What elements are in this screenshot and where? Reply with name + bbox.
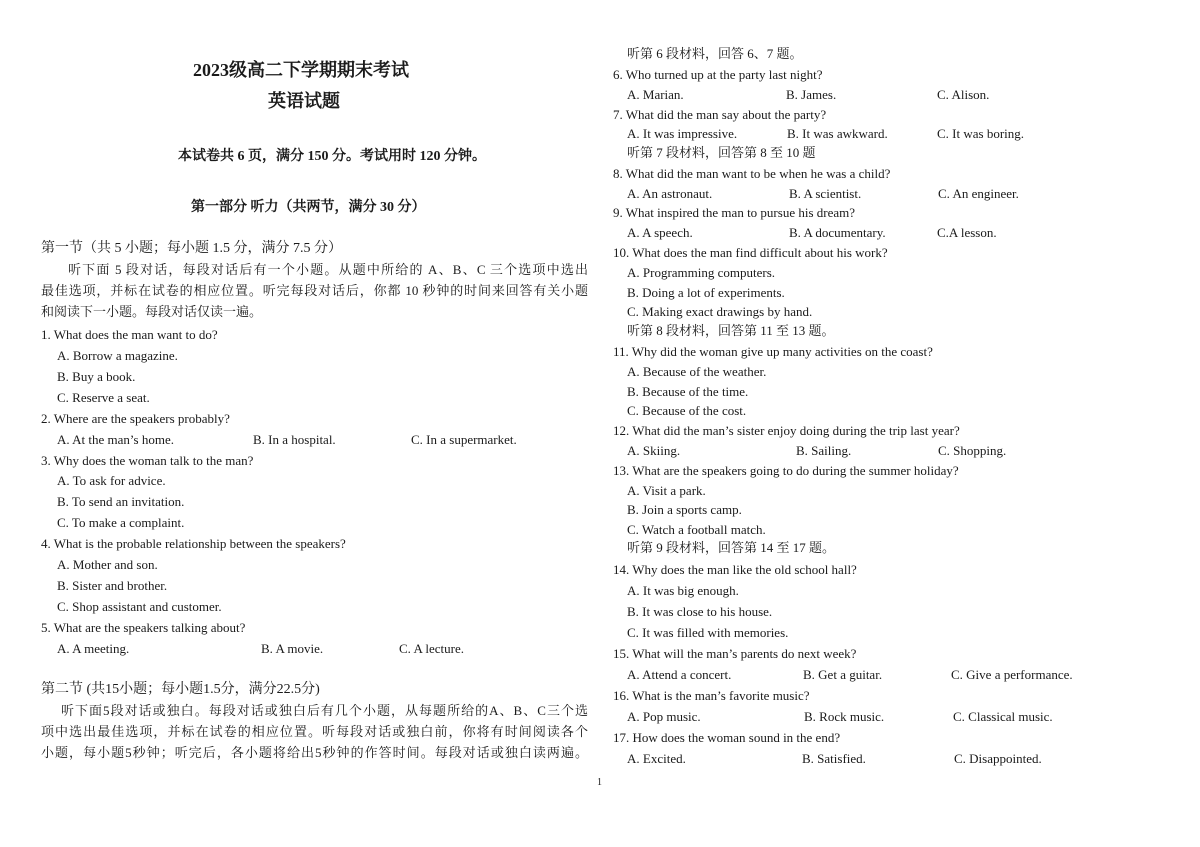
option-c: C. Alison. xyxy=(937,87,990,102)
option-c: C. An engineer. xyxy=(938,186,1019,201)
option-a: A. A speech. xyxy=(627,225,693,240)
passage-6-heading: 听第 6 段材料，回答 6、7 题。 xyxy=(627,46,803,61)
option-a: A. Visit a park. xyxy=(627,483,706,498)
option-a: A. At the man’s home. xyxy=(57,432,174,447)
option-b: B. A movie. xyxy=(261,641,324,656)
option-b: B. It was awkward. xyxy=(787,126,888,141)
part-title: 第一部分 听力（共两节，满分 30 分） xyxy=(191,200,426,215)
option-b: B. Get a guitar. xyxy=(803,667,883,682)
question-text: 13. What are the speakers going to do during the summer holiday? xyxy=(613,463,959,478)
option-a: A. Pop music. xyxy=(627,709,701,724)
question-text: 5. What are the speakers talking about? xyxy=(41,620,246,635)
option-a: A. Skiing. xyxy=(627,443,681,458)
question-text: 16. What is the man’s favorite music? xyxy=(613,688,810,703)
option-b: B. A scientist. xyxy=(789,186,862,201)
option-b: B. Rock music. xyxy=(804,709,885,724)
option-c: C. Making exact drawings by hand. xyxy=(627,304,813,319)
exam-title: 2023级高二下学期期末考试 xyxy=(193,60,409,80)
passage-7-heading: 听第 7 段材料，回答第 8 至 10 题 xyxy=(627,145,816,160)
option-c: C. Reserve a seat. xyxy=(57,390,150,405)
section-2-instructions-line-2: 项中选出最佳选项，并标在试卷的相应位置。听每段对话或独白前，你将有时间阅读各个 xyxy=(41,724,588,739)
option-a: A. Because of the weather. xyxy=(627,364,767,379)
page-number: 1 xyxy=(597,777,602,788)
option-a: A. An astronaut. xyxy=(627,186,713,201)
option-a: A. It was big enough. xyxy=(627,583,739,598)
question-text: 17. How does the woman sound in the end? xyxy=(613,730,841,745)
option-c: C. To make a complaint. xyxy=(57,515,185,530)
option-a: A. Mother and son. xyxy=(57,557,158,572)
option-c: C. Watch a football match. xyxy=(627,522,766,537)
section-2-heading: 第二节 (共15小题；每小题1.5分，满分22.5分) xyxy=(41,682,320,697)
option-b: B. In a hospital. xyxy=(253,432,336,447)
question-text: 7. What did the man say about the party? xyxy=(613,107,827,122)
section-1-instructions-line-1: 听下面 5 段对话，每段对话后有一个小题。从题中所给的 A、B、C 三个选项中选出 xyxy=(68,262,588,277)
section-1-heading: 第一节（共 5 小题；每小题 1.5 分，满分 7.5 分） xyxy=(41,241,342,256)
option-b: B. Because of the time. xyxy=(627,384,749,399)
question-text: 14. Why does the man like the old school hall? xyxy=(613,562,857,577)
option-b: B. Sister and brother. xyxy=(57,578,168,593)
passage-9-heading: 听第 9 段材料，回答第 14 至 17 题。 xyxy=(627,540,836,555)
option-b: B. Buy a book. xyxy=(57,369,136,384)
option-a: A. Excited. xyxy=(627,751,686,766)
option-a: A. It was impressive. xyxy=(627,126,738,141)
option-c: C. Shopping. xyxy=(938,443,1007,458)
option-a: A. A meeting. xyxy=(57,641,130,656)
question-text: 4. What is the probable relationship between the speakers? xyxy=(41,536,346,551)
option-b: B. Join a sports camp. xyxy=(627,502,742,517)
option-a: A. Borrow a magazine. xyxy=(57,348,178,363)
option-a: A. To ask for advice. xyxy=(57,473,166,488)
option-c: C. A lecture. xyxy=(399,641,464,656)
option-b: B. James. xyxy=(786,87,837,102)
option-c: C. In a supermarket. xyxy=(411,432,517,447)
option-c: C. Give a performance. xyxy=(951,667,1073,682)
passage-8-heading: 听第 8 段材料，回答第 11 至 13 题。 xyxy=(627,323,835,338)
option-b: B. It was close to his house. xyxy=(627,604,773,619)
option-a: A. Marian. xyxy=(627,87,684,102)
question-text: 11. Why did the woman give up many activities on the coast? xyxy=(613,344,933,359)
option-b: B. A documentary. xyxy=(789,225,886,240)
option-b: B. Doing a lot of experiments. xyxy=(627,285,785,300)
option-b: B. To send an invitation. xyxy=(57,494,185,509)
option-c: C. It was filled with memories. xyxy=(627,625,789,640)
section-2-instructions-line-1: 听下面5段对话或独白。每段对话或独白后有几个小题，从每题所给的A、B、C三个选 xyxy=(61,703,588,718)
option-b: B. Satisfied. xyxy=(802,751,866,766)
option-a: A. Attend a concert. xyxy=(627,667,732,682)
question-text: 12. What did the man’s sister enjoy doing during the trip last year? xyxy=(613,423,960,438)
option-c: C. Because of the cost. xyxy=(627,403,747,418)
question-text: 10. What does the man find difficult about his work? xyxy=(613,245,888,260)
option-c: C. It was boring. xyxy=(937,126,1025,141)
subject-title: 英语试题 xyxy=(268,91,340,111)
option-c: C. Classical music. xyxy=(953,709,1053,724)
question-text: 3. Why does the woman talk to the man? xyxy=(41,453,254,468)
option-c: C. Shop assistant and customer. xyxy=(57,599,222,614)
option-a: A. Programming computers. xyxy=(627,265,776,280)
question-text: 2. Where are the speakers probably? xyxy=(41,411,230,426)
question-text: 8. What did the man want to be when he was a child? xyxy=(613,166,891,181)
option-b: B. Sailing. xyxy=(796,443,852,458)
option-c: C. Disappointed. xyxy=(954,751,1042,766)
question-text: 1. What does the man want to do? xyxy=(41,327,218,342)
section-1-instructions-line-2: 最佳选项，并标在试卷的相应位置。听完每段对话后，你都 10 秒钟的时间来回答有关小题 xyxy=(41,283,588,298)
question-text: 6. Who turned up at the party last night? xyxy=(613,67,823,82)
option-c: C.A lesson. xyxy=(937,225,997,240)
section-1-instructions-line-3: 和阅读下一小题。每段对话仅读一遍。 xyxy=(41,304,263,319)
question-text: 15. What will the man’s parents do next week? xyxy=(613,646,857,661)
exam-info: 本试卷共 6 页，满分 150 分。考试用时 120 分钟。 xyxy=(178,149,486,164)
section-2-instructions-line-3: 小题，每小题5秒钟；听完后，各小题将给出5秒钟的作答时间。每段对话或独白读两遍。 xyxy=(41,745,588,760)
question-text: 9. What inspired the man to pursue his dream? xyxy=(613,205,856,220)
